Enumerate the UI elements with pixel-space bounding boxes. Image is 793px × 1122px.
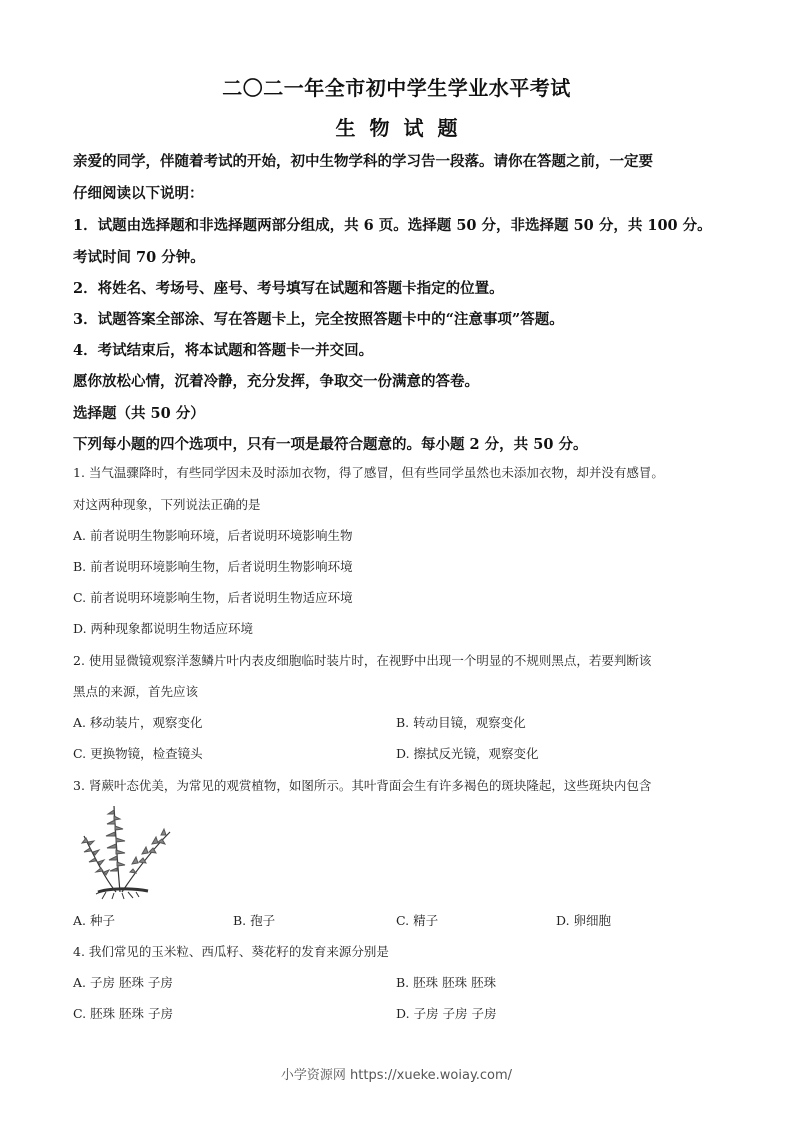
intro-line-2: 仔细阅读以下说明： [73, 185, 204, 202]
q3-option-d: D. 卵细胞 [556, 913, 612, 928]
rule-4: 4．考试结束后，将本试题和答题卡一并交回。 [73, 342, 374, 359]
rule-1: 1．试题由选择题和非选择题两部分组成，共 6 页。选择题 50 分，非选择题 50 分，共 100 分。 [73, 217, 712, 234]
q2-option-b: B. 转动目镜，观察变化 [396, 715, 526, 730]
q4-stem-line-1: 4. 我们常见的玉米粒、西瓜籽、葵花籽的发育来源分别是 [73, 944, 389, 959]
q1-option-b: B. 前者说明环境影响生物，后者说明生物影响环境 [73, 559, 353, 574]
rule-3: 3．试题答案全部涂、写在答题卡上，完全按照答题卡中的“注意事项”答题。 [73, 311, 564, 328]
exam-subtitle: 生物试题 [335, 116, 472, 140]
q4-option-d: D. 子房 子房 子房 [396, 1006, 497, 1021]
q2-option-d: D. 擦拭反光镜，观察变化 [396, 746, 539, 761]
q1-option-a: A. 前者说明生物影响环境，后者说明环境影响生物 [73, 528, 353, 543]
q1-option-c: C. 前者说明环境影响生物，后者说明生物适应环境 [73, 590, 353, 605]
q2-option-a: A. 移动装片，观察变化 [73, 715, 203, 730]
q3-stem-line-1: 3. 肾蕨叶态优美，为常见的观赏植物，如图所示。其叶背面会生有许多褐色的斑块隆起，这些斑块内包含 [73, 778, 652, 793]
q4-option-b: B. 胚珠 胚珠 胚珠 [396, 975, 497, 990]
q1-option-d: D. 两种现象都说明生物适应环境 [73, 621, 254, 636]
fern-illustration [76, 800, 176, 900]
q2-stem-line-1: 2. 使用显微镜观察洋葱鳞片叶内表皮细胞临时装片时，在视野中出现一个明显的不规则黑点，若要判断该 [73, 653, 652, 668]
q3-option-b: B. 孢子 [233, 913, 276, 928]
q2-stem-line-2: 黑点的来源，首先应该 [73, 684, 199, 699]
rule-2: 2．将姓名、考场号、座号、考号填写在试题和答题卡指定的位置。 [73, 280, 504, 297]
section-instruction: 下列每小题的四个选项中，只有一项是最符合题意的。每小题 2 分，共 50 分。 [73, 436, 588, 453]
watermark-footer: 小学资源网 https://xueke.woiay.com/ [280, 1068, 513, 1083]
q1-stem-line-2: 对这两种现象，下列说法正确的是 [73, 497, 261, 512]
q1-stem-line-1: 1. 当气温骤降时，有些同学因未及时添加衣物，得了感冒，但有些同学虽然也未添加衣物，却并没有感冒。 [73, 465, 664, 480]
intro-line-1: 亲爱的同学，伴随着考试的开始，初中生物学科的学习告一段落。请你在答题之前，一定要 [73, 153, 653, 170]
q3-option-a: A. 种子 [73, 913, 115, 928]
exam-title: 二〇二一年全市初中学生学业水平考试 [222, 76, 571, 100]
q2-option-c: C. 更换物镜，检查镜头 [73, 746, 203, 761]
wish-line: 愿你放松心情，沉着冷静，充分发挥，争取交一份满意的答卷。 [73, 373, 479, 390]
q4-option-c: C. 胚珠 胚珠 子房 [73, 1006, 174, 1021]
q4-option-a: A. 子房 胚珠 子房 [73, 975, 173, 990]
section-heading: 选择题（共 50 分） [73, 405, 205, 422]
rule-1-cont: 考试时间 70 分钟。 [73, 249, 205, 266]
q3-option-c: C. 精子 [396, 913, 439, 928]
